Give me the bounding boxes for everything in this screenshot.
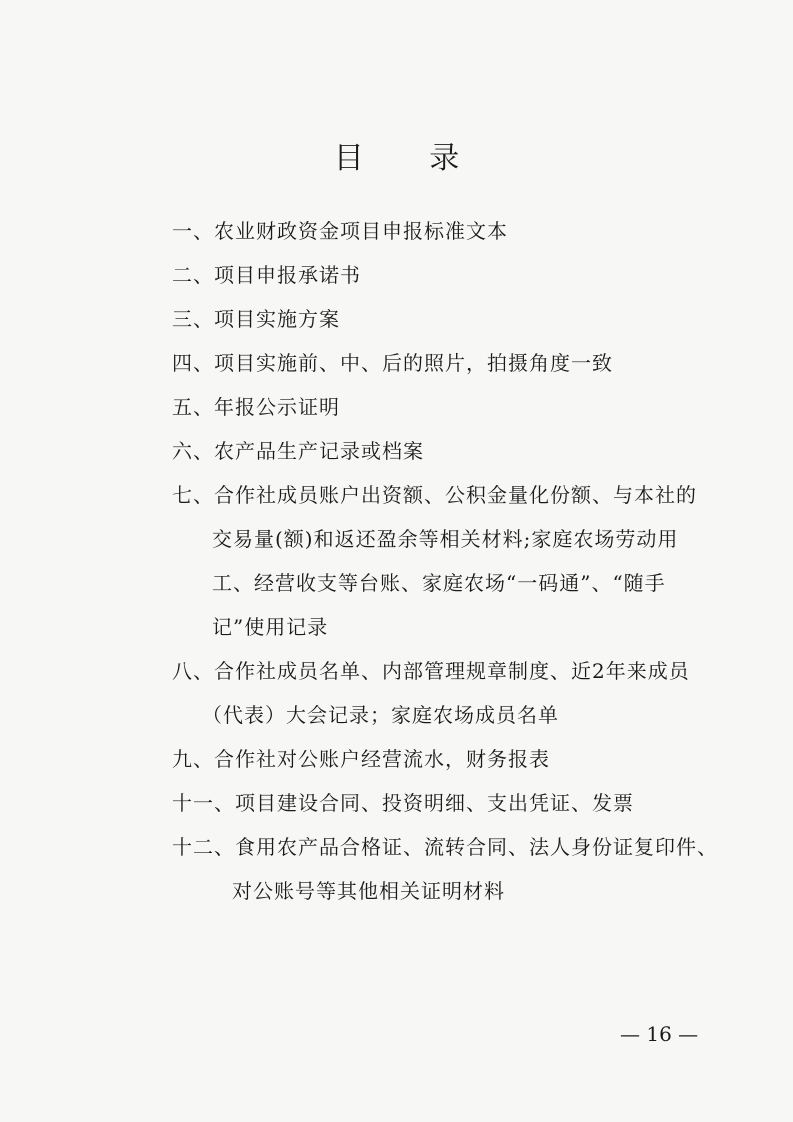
toc-item-11: 十一、项目建设合同、投资明细、支出凭证、发票 <box>172 791 634 815</box>
toc-item-7-continued-1: 交易量(额)和返还盈余等相关材料;家庭农场劳动用 <box>212 527 679 551</box>
toc-item-7: 七、合作社成员账户出资额、公积金量化份额、与本社的 <box>172 483 697 507</box>
page-number: — 16 — <box>620 1022 699 1046</box>
toc-item-7-continued-3: 记”使用记录 <box>212 615 329 639</box>
toc-item-12-continued: 对公账号等其他相关证明材料 <box>232 879 505 903</box>
toc-item-2: 二、项目申报承诺书 <box>172 263 361 287</box>
toc-item-8: 八、合作社成员名单、内部管理规章制度、近2年来成员 <box>172 659 690 683</box>
toc-item-9: 九、合作社对公账户经营流水，财务报表 <box>172 747 550 771</box>
toc-item-8-continued: （代表）大会记录；家庭农场成员名单 <box>202 703 559 727</box>
toc-item-12: 十二、食用农产品合格证、流转合同、法人身份证复印件、 <box>172 835 718 859</box>
toc-item-3: 三、项目实施方案 <box>172 307 340 331</box>
toc-item-7-continued-2: 工、经营收支等台账、家庭农场“一码通”、“随手 <box>212 571 666 595</box>
toc-item-4: 四、项目实施前、中、后的照片，拍摄角度一致 <box>172 351 613 375</box>
toc-item-5: 五、年报公示证明 <box>172 395 340 419</box>
toc-item-1: 一、农业财政资金项目申报标准文本 <box>172 219 508 243</box>
page-title: 目 录 <box>333 141 488 176</box>
toc-item-6: 六、农产品生产记录或档案 <box>172 439 424 463</box>
